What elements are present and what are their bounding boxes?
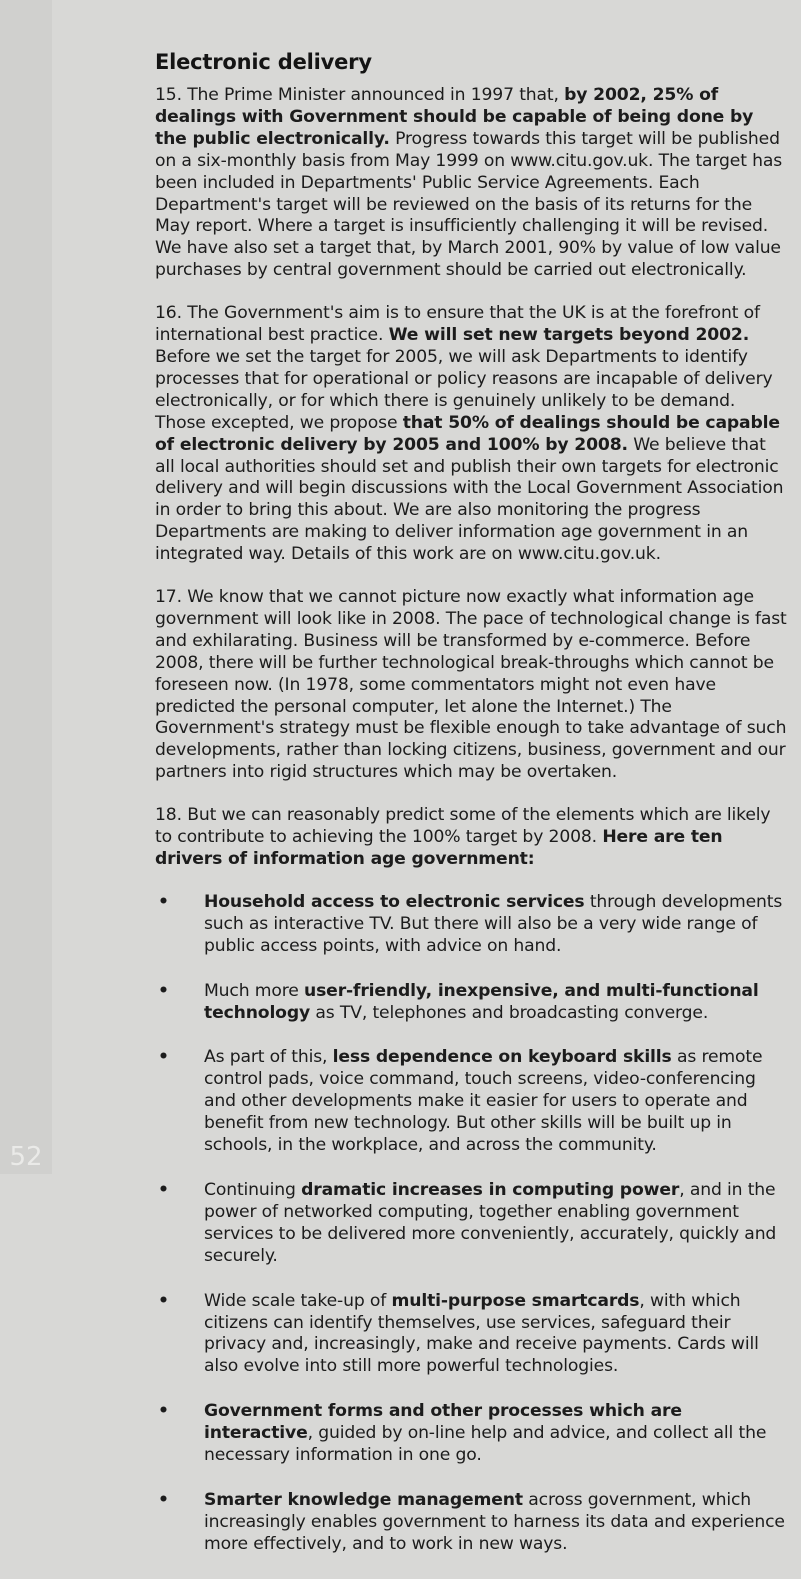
text-run: , guided by on-line help and advice, and collect all the necessary information in one go. xyxy=(204,1423,767,1466)
list-item xyxy=(155,1490,787,1556)
text-run: The Prime Minister announced in 1997 that, xyxy=(181,85,565,105)
section-heading: Electronic delivery xyxy=(155,50,372,74)
list-item xyxy=(155,981,787,1025)
text-run: through developments such as interactive TV. But there will also be a very wide range of public access points, with advice on hand. xyxy=(204,891,783,956)
list-item xyxy=(155,1401,787,1467)
bold-text: that 50% of dealings should be capable of electronic delivery by 2005 and 100% by 2008. xyxy=(155,412,780,455)
bold-text: Here are ten drivers of information age government: xyxy=(155,827,723,869)
text-run: Before we set the target for 2005, we will ask Departments to identify processes that for operational or policy reasons are incapable of delivery electronically, or for which there is genuinely unlikely to be demand. Those excepted, we propose xyxy=(155,346,773,433)
bold-text: We will set new targets beyond 2002. xyxy=(388,325,750,346)
text-run: We believe that all local authorities should set and publish their own targets for electronic delivery and will begin discussions with the Local Government Association in order to bring this about. We are also monitoring the progress Departments are making to deliver information age government in an integrated way. Details of this work are on www.citu.gov.uk. xyxy=(155,434,784,565)
bold-text: less dependence on keyboard skills xyxy=(332,1047,672,1068)
text-run: The Government's aim is to ensure that the UK is at the forefront of international best practice. xyxy=(155,303,760,346)
bold-text: by 2002, 25% of dealings with Government should be capable of being done by the public electronically. xyxy=(155,85,754,149)
list-item xyxy=(155,1291,787,1379)
bullet-icon: • xyxy=(158,1401,169,1422)
drivers-bullet-list xyxy=(155,892,787,1556)
left-margin-strip xyxy=(0,0,52,1174)
paragraph-number: 18. xyxy=(155,805,182,826)
bullet-icon: • xyxy=(158,980,169,1001)
list-item xyxy=(155,892,787,958)
body-content xyxy=(155,85,787,1579)
text-run: Progress towards this target will be published on a six-monthly basis from May 1999 on www.citu.gov.uk. The target has been included in Departments' Public Service Agreements. Each Department's target will be reviewed on the basis of its returns for the May report. Where a target is insufficiently challenging it will be revised. We have also set a target that, by March 2001, 90% by value of low value purchases by central government should be carried out electronically. xyxy=(155,128,783,281)
text-run: Wide scale take-up of xyxy=(204,1290,392,1311)
bullet-icon: • xyxy=(158,1489,169,1510)
paragraph-18 xyxy=(155,805,787,871)
paragraph-number: 15. xyxy=(155,85,182,105)
text-run: as remote control pads, voice command, touch screens, video-conferencing and other developments make it easier for users to operate and benefit from new technology. But other skills will be built up in schools, in the workplace, and across the community. xyxy=(204,1047,763,1156)
text-run: As part of this, xyxy=(204,1047,333,1068)
paragraph-15 xyxy=(155,85,787,282)
text-run: But we can reasonably predict some of the elements which are likely to contribute to achieving the 100% target by 2008. xyxy=(155,805,771,848)
bullet-icon: • xyxy=(158,1290,169,1311)
list-item xyxy=(155,1180,787,1268)
bold-text: user-friendly, inexpensive, and multi-functional technology xyxy=(204,980,759,1023)
bold-text: Government forms and other processes which are interactive xyxy=(204,1401,682,1444)
text-run: across government, which increasingly enables government to harness its data and experience more effectively, and to work in new ways. xyxy=(204,1489,785,1554)
text-run: as TV, telephones and broadcasting converge. xyxy=(310,1002,709,1023)
bullet-icon: • xyxy=(158,891,169,912)
bold-text: Smarter knowledge management xyxy=(204,1489,523,1510)
text-run: We know that we cannot picture now exactly what information age government will look like in 2008. The pace of technological change is fast and exhilarating. Business will be transformed by e-commerce. Before 2008, there will be further technological break-throughs which cannot be foreseen now. (In 1978, some commentators might not even have predicted the personal computer, let alone the Internet.) The Government's strategy must be flexible enough to take advantage of such developments, rather than locking citizens, business, government and our partners into rigid structures which may be overtaken. xyxy=(155,587,787,783)
list-item xyxy=(155,1047,787,1157)
bullet-icon: • xyxy=(158,1047,169,1068)
paragraph-list xyxy=(155,85,787,871)
bold-text: Household access to electronic services xyxy=(204,891,585,912)
text-run: , and in the power of networked computing, together enabling government services to be delivered more conveniently, accurately, quickly and securely. xyxy=(204,1179,777,1266)
bold-text: dramatic increases in computing power xyxy=(301,1179,680,1200)
bold-text: multi-purpose smartcards xyxy=(391,1290,640,1311)
text-run: Continuing xyxy=(204,1179,302,1200)
paragraph-number: 16. xyxy=(155,303,182,324)
text-run: , with which citizens can identify themselves, use services, safeguard their privacy and, increasingly, make and receive payments. Cards will also evolve into still more powerful technologies. xyxy=(204,1290,759,1377)
paragraph-16 xyxy=(155,303,787,566)
paragraph-17 xyxy=(155,587,787,784)
page-number: 52 xyxy=(9,1142,43,1172)
paragraph-number: 17. xyxy=(155,587,182,608)
text-run: Much more xyxy=(204,980,305,1001)
bullet-icon: • xyxy=(158,1179,169,1200)
